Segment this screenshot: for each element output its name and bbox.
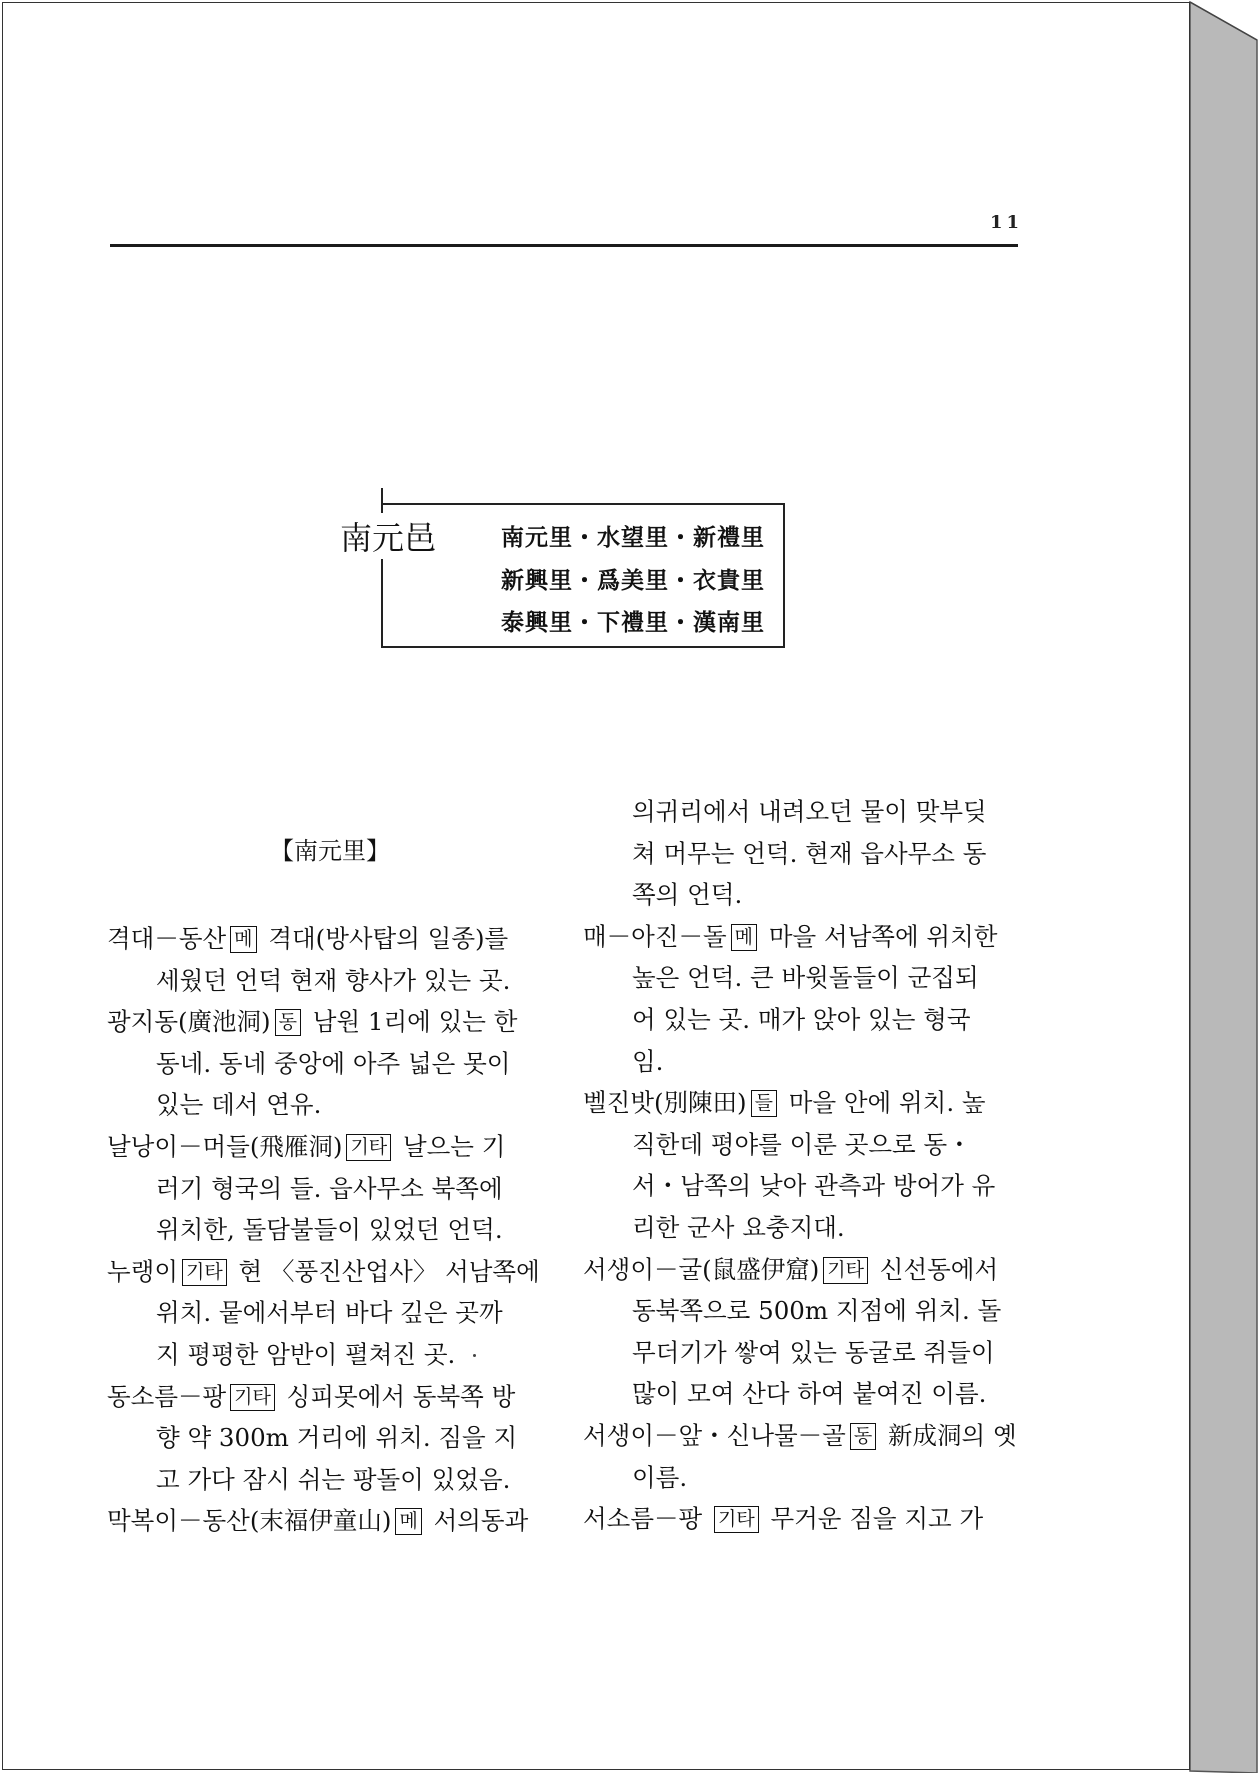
entry-line: [107, 1378, 515, 1413]
entry-text: 격대－동산: [107, 924, 227, 953]
entry-text: 싱피못에서 동북쪽 방: [278, 1381, 516, 1411]
entry-text: 세웠던 언덕 현재 향사가 있는 곳.: [107, 965, 511, 995]
entry-text: 향 약 300m 거리에 위치. 짐을 지: [107, 1423, 518, 1453]
entry-text: 많이 모여 산다 하여 붙여진 이름.: [583, 1379, 987, 1409]
section-title: 【南元里】: [270, 837, 390, 865]
entry-text: 서소름－팡: [583, 1504, 710, 1534]
entry-text: 매－아진－돌: [583, 921, 727, 951]
entry-line: [583, 876, 742, 911]
entry-text: 의귀리에서 내려오던 물이 맞부딪: [583, 797, 987, 826]
entry-line: [107, 962, 510, 997]
ri-list-line: 泰興里・下禮里・漢南里: [501, 610, 765, 636]
entry-text: 직한데 평야를 이룬 곳으로 동・: [583, 1129, 972, 1159]
entry-line: [107, 1461, 510, 1496]
entry-line: [107, 1502, 528, 1537]
category-tag: 동: [850, 1423, 876, 1450]
entry-line: [583, 1334, 995, 1369]
entry-text: 날으는 기: [395, 1132, 506, 1161]
entry-text: 지 평평한 암반이 펼쳐진 곳.: [107, 1340, 456, 1369]
entry-line: [107, 1003, 517, 1038]
entry-text: 마을 서남쪽에 위치한: [761, 921, 998, 951]
category-tag: 들: [751, 1090, 777, 1117]
entry-line: [583, 1167, 995, 1202]
entry-text: 서생이－굴(鼠盛伊窟): [583, 1254, 820, 1284]
entry-text: 높은 언덕. 큰 바윗돌들이 군집되: [583, 963, 979, 993]
category-tag: 동: [275, 1009, 301, 1036]
category-tag: 기타: [346, 1134, 391, 1161]
entry-text: 쳐 머무는 언덕. 현재 읍사무소 동: [583, 838, 987, 868]
entry-line: [107, 1336, 455, 1371]
entry-line: [583, 959, 979, 994]
entry-text: 동북쪽으로 500m 지점에 위치. 돌: [583, 1296, 1002, 1326]
entry-line: [583, 793, 987, 828]
eup-title: 南元邑: [336, 513, 440, 559]
entry-line: [107, 920, 508, 955]
entry-text: 임.: [583, 1046, 664, 1076]
entry-text: 무거운 짐을 지고 가: [762, 1504, 984, 1534]
category-tag: 메: [230, 926, 256, 953]
entry-text: 마을 안에 위치. 높: [780, 1088, 986, 1118]
entry-text: 광지동(廣池洞): [107, 1007, 271, 1037]
entry-line: [583, 1043, 663, 1078]
entry-text: 동네. 동네 중앙에 아주 넓은 못이: [107, 1048, 511, 1078]
entry-text: 서의동과: [425, 1506, 529, 1536]
entry-line: [583, 835, 986, 870]
entry-line: [583, 1209, 845, 1244]
category-tag: 기타: [182, 1259, 227, 1286]
entry-line: [107, 1294, 503, 1329]
entry-text: 리한 군사 요충지대.: [583, 1213, 845, 1242]
entry-text: 남원 1리에 있는 한: [304, 1007, 518, 1037]
page-number: 11: [990, 212, 1024, 233]
entry-text: 러기 형국의 들. 읍사무소 북쪽에: [107, 1173, 503, 1203]
entry-line: [107, 1211, 503, 1246]
entry-text: 날낭이－머들(飛雁洞): [107, 1132, 343, 1161]
entry-text: 서생이－앞・신나물－골: [583, 1421, 846, 1450]
category-tag: 기타: [823, 1257, 868, 1284]
entry-text: 있는 데서 연유.: [107, 1090, 322, 1120]
entry-line: [583, 1459, 687, 1494]
ri-list-line: 南元里・水望里・新禮里: [501, 525, 765, 551]
entry-line: [107, 1419, 517, 1454]
entry-text: 신선동에서: [872, 1254, 999, 1284]
entry-text: 막복이－동산(末福伊童山): [107, 1506, 392, 1536]
entry-line: [583, 1126, 972, 1161]
entry-text: 무더기가 쌓여 있는 동굴로 쥐들이: [583, 1337, 995, 1367]
entry-line: [583, 1500, 983, 1535]
ri-list-line: 新興里・爲美里・衣貴里: [501, 568, 765, 594]
entry-text: 격대(방사탑의 일종)를: [260, 924, 509, 953]
entry-line: [583, 1417, 1017, 1452]
entry-text: 위치. 뭍에서부터 바다 깊은 곳까: [107, 1298, 503, 1328]
entry-text: 서・남쪽의 낮아 관측과 방어가 유: [583, 1171, 996, 1201]
entry-line: [583, 918, 997, 953]
category-tag: 메: [731, 924, 757, 951]
entry-text: 고 가다 잠시 쉬는 팡돌이 있었음.: [107, 1464, 511, 1494]
entry-line: [107, 1086, 321, 1121]
entry-line: [107, 1253, 540, 1288]
header-rule: [110, 244, 1018, 247]
entry-text: 쪽의 언덕.: [583, 880, 743, 910]
entry-line: [107, 1045, 510, 1080]
category-tag: 기타: [714, 1506, 759, 1533]
entry-line: [583, 1251, 998, 1286]
entry-line: [583, 1084, 986, 1119]
entry-line: [583, 1292, 1001, 1327]
entry-line: [583, 1001, 971, 1036]
entry-text: 현 〈풍진산업사〉 서남쪽에: [230, 1256, 540, 1286]
stray-dot: [473, 1354, 476, 1357]
entry-text: 누랭이: [107, 1256, 179, 1286]
entry-text: 新成洞의 옛: [880, 1421, 1017, 1450]
category-tag: 메: [395, 1508, 421, 1535]
entry-text: 이름.: [583, 1462, 688, 1492]
category-tag: 기타: [230, 1384, 275, 1411]
entry-text: 벨진밧(別陳田): [583, 1088, 747, 1118]
entry-line: [107, 1128, 505, 1163]
entry-line: [107, 1170, 503, 1205]
entry-text: 위치한, 돌담불들이 있었던 언덕.: [107, 1215, 503, 1245]
entry-text: 동소름－팡: [107, 1381, 227, 1411]
entry-text: 어 있는 곳. 매가 앉아 있는 형국: [583, 1005, 971, 1034]
entry-line: [583, 1375, 986, 1410]
